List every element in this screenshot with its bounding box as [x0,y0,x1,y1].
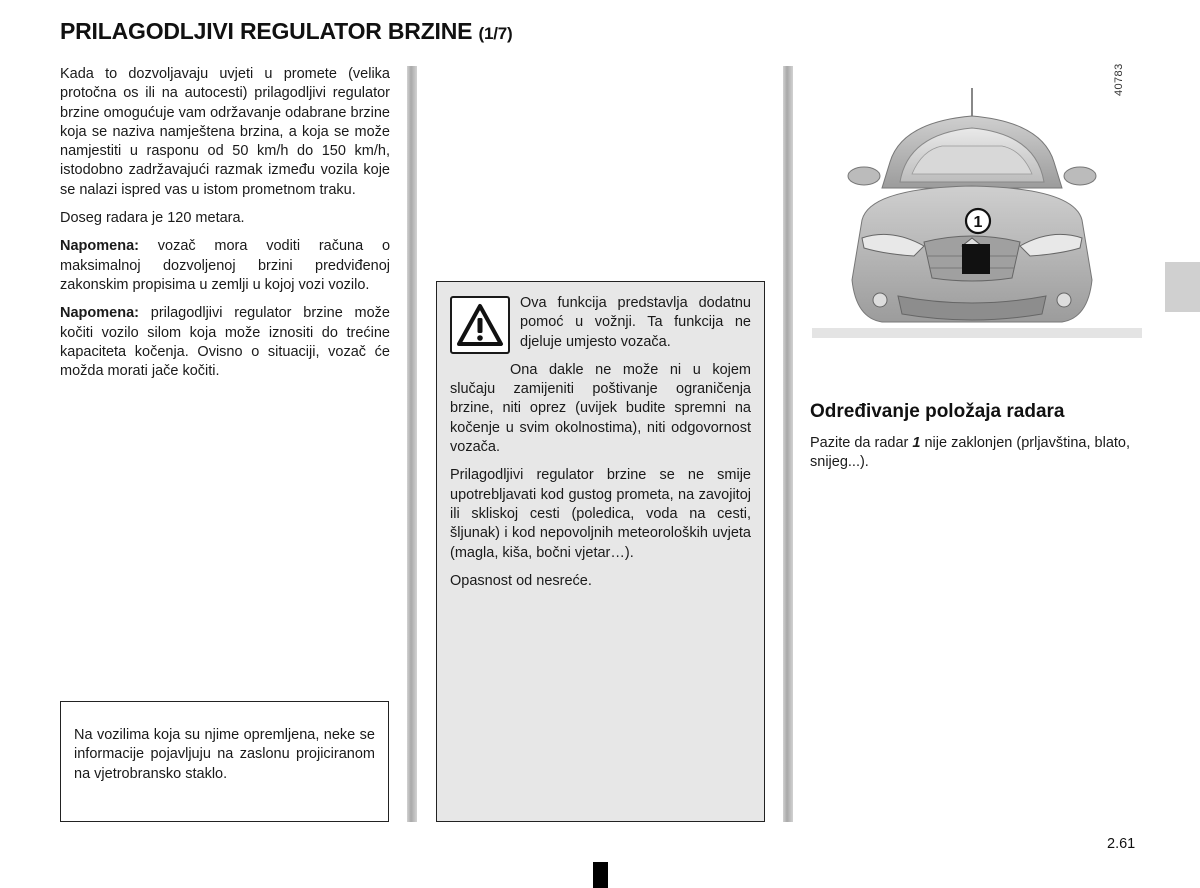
warning-triangle-icon [450,296,510,354]
section-heading: Određivanje položaja radara [810,401,1065,422]
radar-position-paragraph [810,434,1145,473]
warning-paragraph: Ona dakle ne može ni u kojem slučaju zamijeniti poštivanje ograničenja brzine, niti oprez (uvijek budite spremni na kočenje u svim okolnostima), niti odgovornost vozača. [450,361,751,456]
radar-text: nije zaklonjen (prljavština, blato, snijeg...). [810,435,1131,471]
note-text: vozač mora voditi računa o maksimalnoj dozvoljenoj brzini predviđenoj zakonskim propisima u zemlji u kojoj vozi vozilo. [60,238,391,293]
warning-paragraph: Prilagodljivi regulator brzine se ne smije upotrebljavati kod gustog prometa, na zavojitoj ili skliskoj cesti (poledica, voda na cesti, šljunak) i kod nepovoljnih meteoroloških uvjeta (magla, kiša, bočni vjetar…). [450,467,751,561]
note-speed-limit [60,237,390,295]
chapter-tab [1165,262,1200,312]
car-front-illustration [812,70,1142,342]
right-column [810,434,1145,482]
radar-range-paragraph: Doseg radara je 120 metara. [60,210,245,227]
print-mark [593,862,608,888]
page-number: 2.61 [1107,836,1136,852]
title-part-indicator: (1/7) [478,24,513,43]
column-divider [407,66,417,822]
note-label: Napomena: [60,238,139,255]
left-column [60,65,390,390]
warning-paragraph: Ova funkcija predstavlja dodatnu pomoć u vožnji. Ta funkcija ne djeluje umjesto vozača. [520,295,751,350]
callout-number: 1 [973,214,983,231]
warning-box [436,281,765,822]
radar-reference: 1 [912,435,921,451]
image-reference-code: 40783 [1113,63,1125,96]
radar-text: Pazite da radar [810,435,909,451]
note-text: prilagodljivi regulator brzine može kočiti vozilo silom koja može iznositi do trećine kapaciteta kočenja. Ovisno o situaciji, vozač će možda morati jače kočiti. [60,305,390,380]
intro-paragraph: Kada to dozvoljavaju uvjeti u promete (velika protočna os ili na autocesti) prilagodljivi regulator brzine omogućuje vam održavanje odabrane brzine koja se naziva namještena brzina, a koja se može namjestiti u rasponu od 50 km/h do 150 km/h, istodobno zadržavajući razmak između vozila koje se nalazi ispred vas u istom prometnom traku. [60,66,390,198]
info-box: Na vozilima koja su njime opremljena, neke se informacije pojavljuju na zaslonu projiciranom na vjetrobransko staklo. [60,701,389,822]
page-title [60,18,512,45]
title-text: PRILAGODLJIVI REGULATOR BRZINE [60,18,473,44]
note-braking [60,304,390,381]
warning-paragraph: Opasnost od nesreće. [450,572,592,589]
note-label: Napomena: [60,305,139,322]
column-divider [783,66,793,822]
